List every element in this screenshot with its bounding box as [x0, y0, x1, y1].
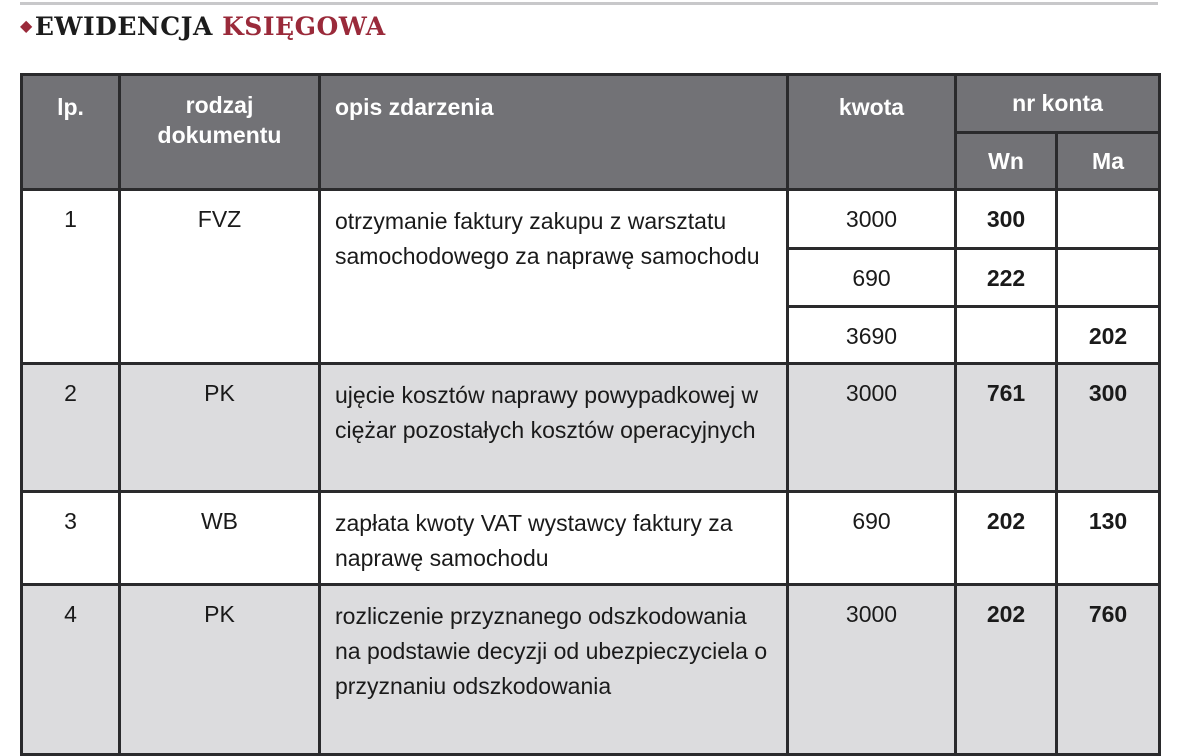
diamond-bullet-icon: ◆	[20, 16, 33, 35]
header-ma: Ma	[1057, 133, 1160, 190]
cell-opis: zapłata kwoty VAT wystawcy faktury za naprawę samochodu	[320, 492, 788, 585]
cell-ma: 130	[1057, 492, 1160, 585]
cell-ma	[1057, 190, 1160, 249]
cell-kwota: 3000	[788, 364, 956, 492]
cell-wn: 202	[956, 492, 1057, 585]
cell-kwota: 3690	[788, 307, 956, 364]
section-title	[20, 12, 386, 41]
header-opis: opis zdarzenia	[320, 75, 788, 190]
cell-wn	[956, 307, 1057, 364]
top-rule	[20, 2, 1158, 5]
cell-wn: 222	[956, 249, 1057, 307]
cell-rodzaj: FVZ	[120, 190, 320, 364]
cell-ma	[1057, 249, 1160, 307]
cell-lp: 1	[22, 190, 120, 364]
header-lp: lp.	[22, 75, 120, 190]
accounting-table	[20, 73, 1161, 756]
cell-rodzaj: PK	[120, 364, 320, 492]
title-part1: EWIDENCJA	[34, 12, 213, 41]
table-row	[22, 492, 1160, 585]
cell-rodzaj: PK	[120, 585, 320, 755]
cell-lp: 4	[22, 585, 120, 755]
cell-rodzaj: WB	[120, 492, 320, 585]
header-kwota: kwota	[788, 75, 956, 190]
cell-wn: 761	[956, 364, 1057, 492]
cell-lp: 2	[22, 364, 120, 492]
cell-wn: 202	[956, 585, 1057, 755]
table-row	[22, 190, 1160, 249]
cell-lp: 3	[22, 492, 120, 585]
header-wn: Wn	[956, 133, 1057, 190]
cell-opis: rozliczenie przyznanego odszkodowania na podstawie decyzji od ubezpieczyciela o przyznaniu odszkodowania	[320, 585, 788, 755]
table-row	[22, 585, 1160, 755]
cell-kwota: 690	[788, 492, 956, 585]
title-part2: KSIĘGOWA	[222, 12, 386, 41]
header-nr-konta: nr konta	[956, 75, 1160, 133]
cell-opis: otrzymanie faktury zakupu z warsztatu samochodowego za naprawę samochodu	[320, 190, 788, 364]
cell-kwota: 3000	[788, 190, 956, 249]
cell-ma: 300	[1057, 364, 1160, 492]
cell-ma: 760	[1057, 585, 1160, 755]
cell-kwota: 3000	[788, 585, 956, 755]
cell-wn: 300	[956, 190, 1057, 249]
cell-ma: 202	[1057, 307, 1160, 364]
header-rodzaj: rodzaj dokumentu	[120, 75, 320, 190]
cell-opis: ujęcie kosztów naprawy powypadkowej w ciężar pozostałych kosztów operacyjnych	[320, 364, 788, 492]
table-row	[22, 364, 1160, 492]
cell-kwota: 690	[788, 249, 956, 307]
